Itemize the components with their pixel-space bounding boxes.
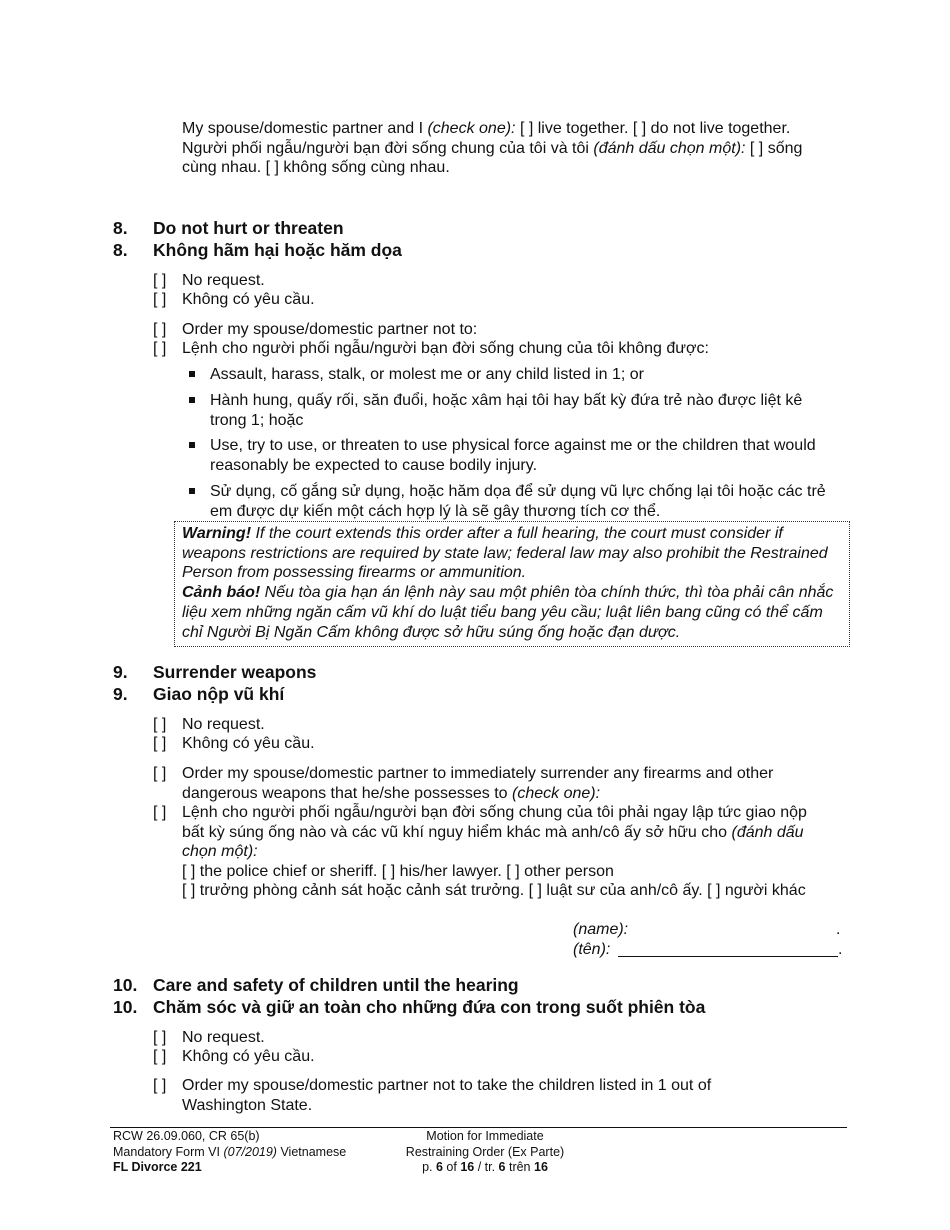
footer-title-1: Motion for Immediate [426,1129,544,1143]
s8-bullet-1: Assault, harass, stalk, or molest me or any child listed in 1; or [210,366,644,383]
living-arrangement-paragraph [182,119,852,178]
s9-surrender-options[interactable]: [ ] the police chief or sheriff. [ ] his/her lawyer. [ ] other person [182,863,614,880]
living-arrangement-vi: Người phối ngẫu/người bạn đời sống chung của tôi và tôi (đánh dấu chọn một): [ ] sống [182,139,803,157]
warning-vi: Cảnh báo! Nếu tòa gia hạn án lệnh này sau một phiên tòa chính thức, thì tòa phải cân nhắc liệu xem những ngăn cấm vũ khí do luật tiểu bang yêu cầu; luật liên bang cũng có thể cấm chỉ Người Bị Ngăn Cấm không được sở hữu súng ống hoặc đạn dược. [182,584,834,641]
s8-bullet-4: Sử dụng, cố gắng sử dụng, hoặc hăm dọa để sử dụng vũ lực chống lại tôi hoặc các trẻ em được dự kiến một cách hợp lý là sẽ gây thương tích cơ thể. [210,483,826,520]
living-arrangement-en: My spouse/domestic partner and I (check one): [ ] live together. [ ] do not live together. [182,120,791,137]
s9-order-label-vi: Lệnh cho người phối ngẫu/người bạn đời sống chung của tôi phải ngay lập tức giao nộp bất kỳ súng ống nào và các vũ khí nguy hiểm khác mà anh/cô ấy sở hữu cho (đánh dấu chọn một): [182,804,807,860]
s8-no-request-label-vi: Không có yêu cầu. [182,291,315,308]
s9-no-request-checkbox[interactable]: [ ] [153,716,167,733]
footer-rcw: RCW 26.09.060, CR 65(b) [113,1129,260,1143]
s9-name-label-vi: (tên): [573,941,611,958]
s10-no-request-label: No request. [182,1029,265,1046]
bullet-icon [189,397,195,403]
s9-no-request-label: No request. [182,716,265,733]
s8-order-checkbox[interactable]: [ ] [153,321,167,338]
bullet-icon [189,371,195,377]
warning-box [174,521,850,647]
footer-rule [110,1127,847,1128]
s8-no-request-label: No request. [182,272,265,289]
s9-no-request-label-vi: Không có yêu cầu. [182,735,315,752]
footer-form-id: FL Divorce 221 [113,1160,202,1174]
s9-name-period-vi: . [838,941,843,958]
footer-center [380,1129,590,1176]
bullet-icon [189,442,195,448]
warning-en: Warning! If the court extends this order after a full hearing, the court must consider if weapons restrictions are required by state law; federal law may also prohibit the Restrained Person from possessing firearms or ammunition. [182,525,828,582]
s8-no-request-checkbox[interactable]: [ ] [153,272,167,289]
s8-bullet-2: Hành hung, quấy rối, săn đuổi, hoặc xâm hại tôi hay bất kỳ đứa trẻ nào được liệt kê trong 1; hoặc [210,392,803,429]
s9-order-checkbox-vi[interactable]: [ ] [153,804,167,821]
s8-no-request-checkbox-vi[interactable]: [ ] [153,291,167,308]
footer-mandatory-form: Mandatory Form VI (07/2019) Vietnamese [113,1144,347,1159]
document-page: My spouse/domestic partner and I (check one): [ ] live together. [ ] do not live together. Người phối ngẫu/người bạn đời sống chung của tôi và tôi (đánh dấu chọn một): [ ] sống cùng nhau. [ ] không sống cùng nhau. 8. Do not hurt or threaten 8. Không hãm hại hoặc hăm dọa [ ] No request. [ ] Không có yêu cầu. [ ] Order my spouse/domestic partner not to: [ ] Lệnh cho người phối ngẫu/người bạn đời sống chung của tôi không được: Assault, harass, stalk, or molest me or any child listed in 1; or Hành hung, quấy rối, săn đuổi, hoặc xâm hại tôi hay bất kỳ đứa trẻ nào được liệt kê trong 1; hoặc Use, try to use, or threaten to use physical force against me or the children that would reasonably be expected to cause bodily injury. Sử dụng, cố gắng sử dụng, hoặc hăm dọa để sử dụng vũ lực chống lại tôi hoặc các trẻ em được dự kiến một cách hợp lý là sẽ gây thương tích cơ thể. Warning! If the court extends this order after a full hearing, the court must consider if weapons restrictions are required by state law; federal law may also prohibit the Restrained Person from possessing firearms or ammunition. Cảnh báo! Nếu tòa gia hạn án lệnh này sau một phiên tòa chính thức, thì tòa phải cân nhắc liệu xem những ngăn cấm vũ khí do luật tiểu bang yêu cầu; luật liên bang cũng có thể cấm chỉ Người Bị Ngăn Cấm không được sở hữu súng ống hoặc đạn dược. 9. Surrender weapons 9. Giao nộp vũ khí [ ] No request. [ ] Không có yêu cầu. [ ] Order my spouse/domestic partner to immediately surrender any firearms and other dangerous weapons that he/she possesses to (check one): [ ] Lệnh cho người phối ngẫu/người bạn đời sống chung của tôi phải ngay lập tức giao nộp bất kỳ súng ống nào và các vũ khí nguy hiểm khác mà anh/cô ấy sở hữu cho (đánh dấu chọn một): [ ] the police chief or sheriff. [ ] his/her lawyer. [ ] other person [ ] trưởng phòng cảnh sát hoặc cảnh sát trưởng. [ ] luật sư của anh/cô ấy. [ ] người khác (name): . (tên): . 10. Care and safety of children until the hearing 10. Chăm sóc và giữ an toàn cho những đứa con trong suốt phiên tòa [ ] No request. [ ] Không có yêu cầu. [ ] Order my spouse/domestic partner not to take the children listed in 1 out of Washington State. RCW 26.09.060, CR 65(b) Mandatory Form VI (07/2019) Vietnamese FL Divorce 221 Motion for Immediate Restraining Order (Ex Parte) p. 6 of 16 / tr. 6 trên 16 [0,0,950,1230]
s10-order-checkbox[interactable]: [ ] [153,1077,167,1094]
footer-left [113,1129,346,1176]
s8-order-checkbox-vi[interactable]: [ ] [153,340,167,357]
s9-name-period: . [836,921,841,938]
s9-order-label: Order my spouse/domestic partner to immediately surrender any firearms and other dangerous weapons that he/she possesses to (check one): [182,765,774,802]
s10-order-label: Order my spouse/domestic partner not to take the children listed in 1 out of Washington State. [182,1077,712,1114]
s9-name-label: (name): [573,921,629,938]
s8-order-label-vi: Lệnh cho người phối ngẫu/người bạn đời sống chung của tôi không được: [182,340,709,357]
footer-page-number: p. 6 of 16 / tr. 6 trên 16 [422,1160,548,1174]
s8-order-label: Order my spouse/domestic partner not to: [182,321,478,338]
s9-name-field[interactable] [618,956,838,957]
s10-no-request-label-vi: Không có yêu cầu. [182,1048,315,1065]
s9-order-checkbox[interactable]: [ ] [153,765,167,782]
s9-no-request-checkbox-vi[interactable]: [ ] [153,735,167,752]
bullet-icon [189,488,195,494]
s10-no-request-checkbox-vi[interactable]: [ ] [153,1048,167,1065]
footer-title-2: Restraining Order (Ex Parte) [405,1144,565,1159]
living-arrangement-vi-cont: cùng nhau. [ ] không sống cùng nhau. [182,159,450,176]
s9-surrender-options-vi[interactable]: [ ] trưởng phòng cảnh sát hoặc cảnh sát trưởng. [ ] luật sư của anh/cô ấy. [ ] người khác [182,882,806,899]
s10-no-request-checkbox[interactable]: [ ] [153,1029,167,1046]
s8-bullet-3: Use, try to use, or threaten to use physical force against me or the children that would reasonably be expected to cause bodily injury. [210,437,816,474]
